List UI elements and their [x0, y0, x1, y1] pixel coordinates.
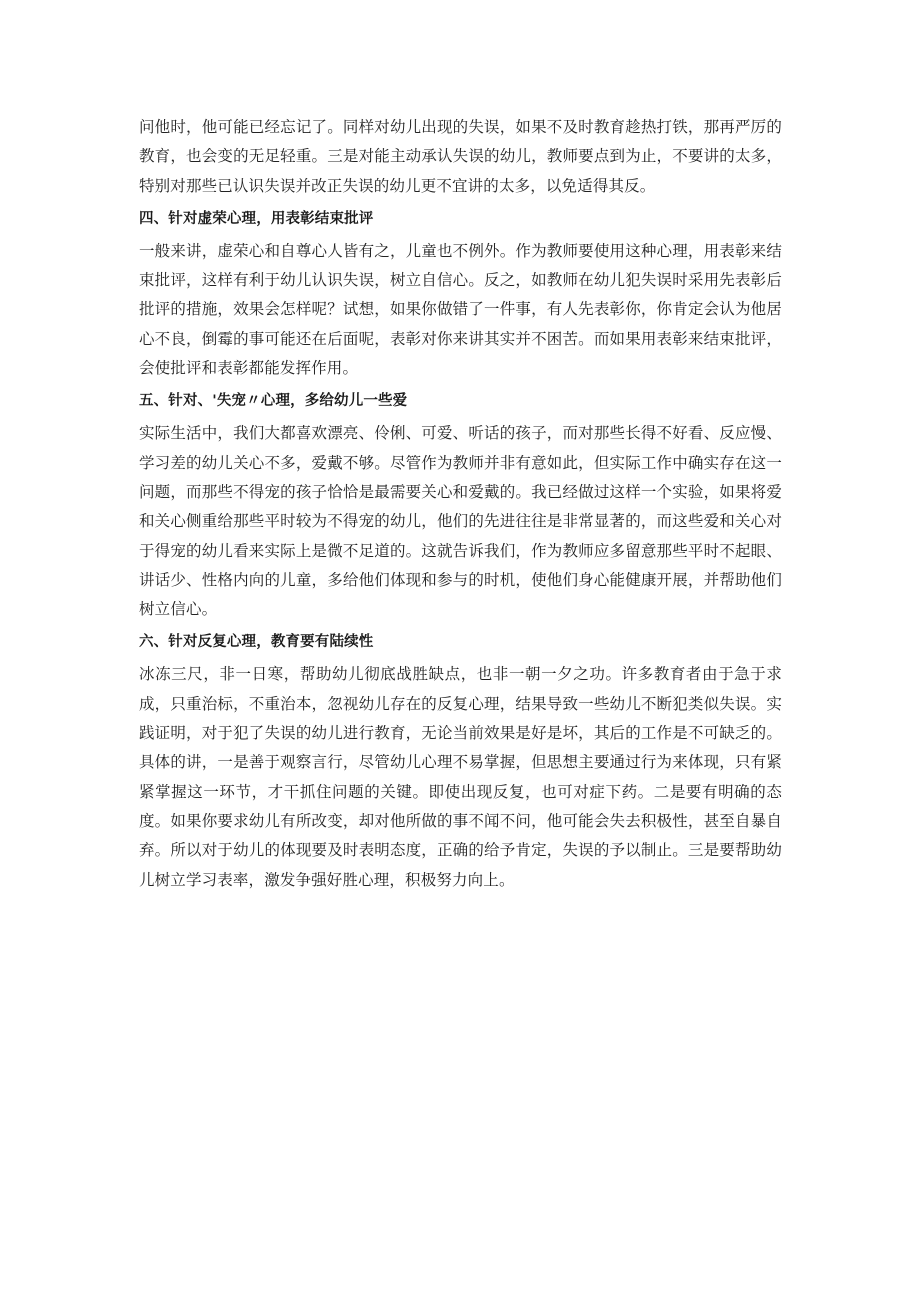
section-body-6: 冰冻三尺，非一日寒，帮助幼儿彻底战胜缺点，也非一朝一夕之功。许多教育者由于急于求成，只重治标，不重治本，忽视幼儿存在的反复心理，结果导致一些幼儿不断犯类似失误。实践证明，对于犯了失误的幼儿进行教育，无论当前效果是好是坏，其后的工作是不可缺乏的。具体的讲，一是善于观察言行，尽管幼儿心理不易掌握，但思想主要通过行为来体现，只有紧紧掌握这一环节，才干抓住问题的关键。即使出现反复，也可对症下药。二是要有明确的态度。如果你要求幼儿有所改变，却对他所做的事不闻不问，他可能会失去积极性，甚至自暴自弃。所以对于幼儿的体现要及时表明态度，正确的给予肯定，失误的予以制止。三是要帮助幼儿树立学习表率，激发争强好胜心理，积极努力向上。: [139, 665, 782, 889]
intro-paragraph: 问他时，他可能已经忘记了。同样对幼儿出现的失误，如果不及时教育趁热打铁，那再严厉的教育，也会变的无足轻重。三是对能主动承认失误的幼儿，教师要点到为止，不要讲的太多，特别对那些已认识失误并改正失误的幼儿更不宜讲的太多，以免适得其反。: [139, 118, 782, 195]
section-body-4: 一般来讲，虚荣心和自尊心人皆有之，儿童也不例外。作为教师要使用这种心理，用表彰来结束批评，这样有利于幼儿认识失误，树立自信心。反之，如教师在幼儿犯失误时采用先表彰后批评的措施，效果会怎样呢？试想，如果你做错了一件事，有人先表彰你，你肯定会认为他居心不良，倒霉的事可能还在后面呢，表彰对你来讲其实并不困苦。而如果用表彰来结束批评，会使批评和表彰都能发挥作用。: [139, 241, 782, 378]
section-heading-5: 五、针对、'失宠〃心理，多给幼儿一些爱: [139, 393, 408, 410]
section-heading-6: 六、针对反复心理，教育要有陆续性: [139, 634, 374, 651]
section-body-5: 实际生活中，我们大都喜欢漂亮、伶俐、可爱、听话的孩子，而对那些长得不好看、反应慢、学习差的幼儿关心不多，爱戴不够。尽管作为教师并非有意如此，但实际工作中确实存在这一问题，而那些不得宠的孩子恰恰是最需要关心和爱戴的。我已经做过这样一个实验，如果将爱和关心侧重给那些平时较为不得宠的幼儿，他们的先进往往是非常显著的，而这些爱和关心对于得宠的幼儿看来实际上是微不足道的。这就告诉我们，作为教师应多留意那些平时不起眼、讲话少、性格内向的儿童，多给他们体现和参与的时机，使他们身心能健康开展，并帮助他们树立信心。: [139, 424, 782, 619]
section-heading-4: 四、针对虚荣心理，用表彰结束批评: [139, 210, 374, 227]
document-page: [139, 113, 782, 895]
